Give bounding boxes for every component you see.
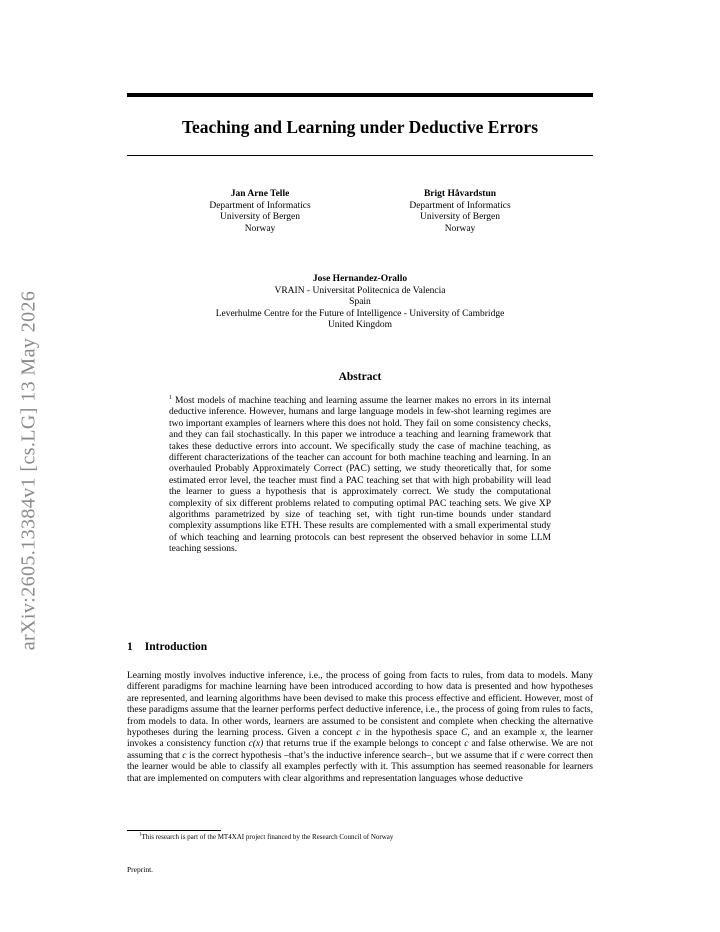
math-symbol: c(x) [248, 739, 264, 750]
footnote-text: This research is part of the MT4XAI project financed by the Research Council of Norway [141, 833, 394, 841]
footnote [139, 833, 593, 842]
title-rule-bottom [127, 155, 593, 156]
math-symbol: c [519, 750, 525, 761]
author-block-2 [380, 189, 540, 235]
author-affiliation: University of Bergen [419, 212, 501, 222]
section-heading-introduction [127, 641, 593, 653]
author-block-3 [150, 274, 570, 332]
author-name: Brigt Håvardstun [423, 189, 497, 199]
section-number: 1 [127, 641, 133, 653]
text-run: Learning mostly involves inductive inference, i.e., the process of going from facts to rules, from data to models. Many different paradigms for machine learning have been introduced according to how data is presented and how hypotheses are represented, and learning algorithms have been devised to make this process effective and efficient. However, most of these paradigms assume that the learner performs perfect deductive inference, i.e., the process of going from rules to facts, from models to data. In other words, learners are assumed to be consistent and complete when checking the alternative hypotheses during the learning process. Given a concept [127, 671, 593, 739]
author-affiliation: Norway [444, 223, 476, 234]
text-run: , the learner invokes a consistency function [127, 728, 593, 750]
introduction-paragraph [127, 671, 593, 785]
section-title: Introduction [144, 641, 208, 653]
text-run: is the correct hypothesis –that’s the inductive inference search–, but we assume that if [186, 750, 520, 761]
arxiv-stamp-text: arXiv:2605.13384v1 [cs.LG] 13 May 2026 [17, 290, 40, 650]
math-symbol: c [182, 750, 187, 761]
author-affiliation: Department of Informatics [409, 200, 511, 211]
abstract-paragraph: Most models of machine teaching and learning assume the learner makes no errors in its internal deductive inference. However, humans and large language models in few-shot learning regimes are two important examples of learners where this does not hold. They fail on some consistency checks, and they can fail stochastically. In this paper we introduce a teaching and learning framework that takes these deductive errors into account. We specifically study the case of machine teaching, as different characterizations of the teacher can account for both machine teaching and learning. In an overhauled Probably Approximately Correct (PAC) setting, we study theoretically that, for some estimated error level, the teacher must find a PAC teaching set that with high probability will lead the learner to guess a hypothesis that is approximately correct. We study the computational complexity of six different problems related to computing optimal PAC teaching sets. We give XP algorithms parametrized by size of teaching set, with tight run-time bounds under standard complexity assumptions like ETH. These results are complemented with a small experimental study of which teaching and learning protocols can best represent the observed behavior in some LLM teaching sessions. [169, 396, 551, 555]
math-symbol: c [356, 728, 361, 739]
paper-title: Teaching and Learning under Deductive Errors [181, 117, 539, 137]
footnote-rule [127, 830, 221, 831]
author-block-1 [180, 189, 340, 235]
arxiv-identifier-stamp [12, 255, 46, 685]
text-run: in the hypothesis space [360, 728, 462, 739]
abstract-text [169, 396, 551, 556]
text-run: were correct then the learner would be able to classify all examples perfectly with it. This assumption has seemed reasonable for learners that are implemented on computers with clear algorithms and representation languages whose deductive [127, 750, 594, 784]
math-symbol: c [464, 739, 469, 750]
footnote-marker: 1 [139, 832, 142, 838]
author-affiliation: United Kingdom [327, 320, 393, 330]
title-rule-top [127, 93, 593, 97]
author-name: Jan Arne Telle [230, 189, 290, 199]
author-affiliation: VRAIN - Universitat Politecnica de Valencia [274, 285, 446, 296]
author-affiliation: University of Bergen [219, 212, 301, 222]
text-run: , and an example [467, 728, 541, 739]
text-run: and false otherwise. We are not assuming that [127, 739, 593, 761]
preprint-label: Preprint. [127, 865, 154, 874]
footnote-marker: 1 [169, 394, 172, 401]
author-affiliation: Norway [244, 223, 276, 234]
text-run: that returns true if the example belongs to concept [263, 739, 465, 750]
author-name: Jose Hernandez-Orallo [312, 274, 408, 284]
author-affiliation: Spain [349, 297, 371, 307]
author-affiliation: Department of Informatics [209, 200, 311, 211]
author-affiliation: Leverhulme Centre for the Future of Intelligence - University of Cambridge [215, 308, 505, 319]
abstract-heading: Abstract [338, 371, 382, 383]
math-symbol: x [540, 728, 545, 739]
math-symbol: C [461, 728, 468, 739]
